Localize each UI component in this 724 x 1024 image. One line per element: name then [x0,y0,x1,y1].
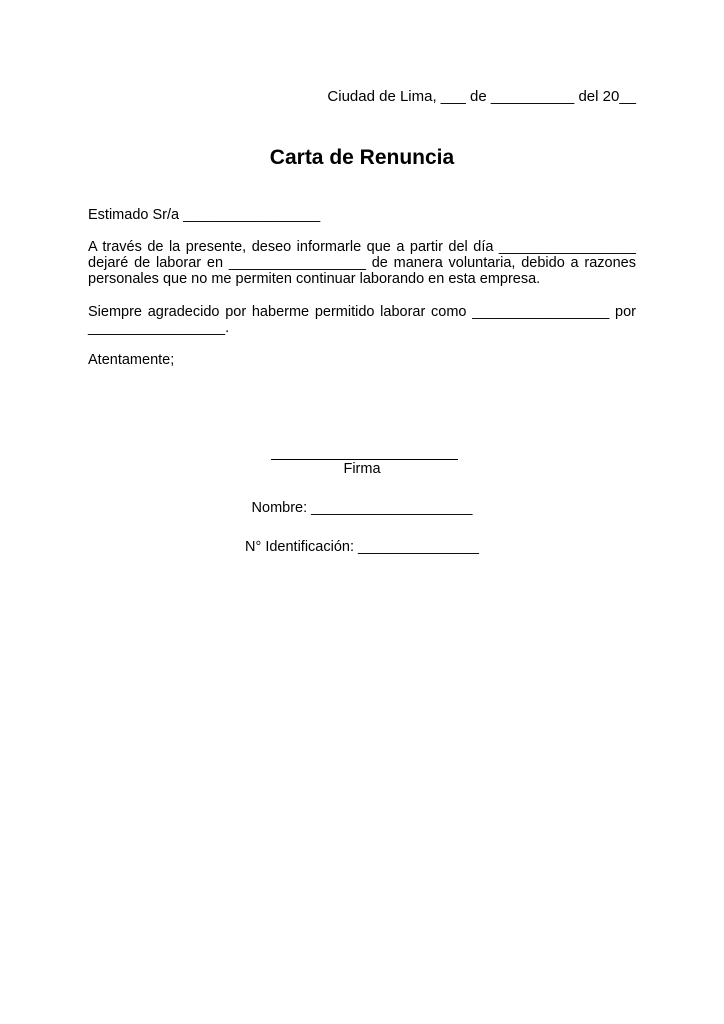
paragraph-resignation-notice: A través de la presente, deseo informarle que a partir del día _________________ dejaré de laborar en _________________ de manera voluntaria, debido a razones personales que no me permiten continuar laborando en esta empresa. [88,239,636,287]
name-field-line: Nombre: ____________________ [251,500,473,516]
signature-label: Firma [343,461,381,477]
greeting-line: Estimado Sr/a _________________ [88,207,321,223]
closing-line: Atentamente; [88,352,175,368]
paragraph-gratitude: Siempre agradecido por haberme permitido laborar como _________________ por _________________. [88,304,636,336]
id-field-line: N° Identificación: _______________ [245,539,479,555]
signature-line [271,447,458,460]
city-date-line: Ciudad de Lima, ___ de __________ del 20__ [327,88,636,105]
page-title: Carta de Renuncia [269,146,455,169]
